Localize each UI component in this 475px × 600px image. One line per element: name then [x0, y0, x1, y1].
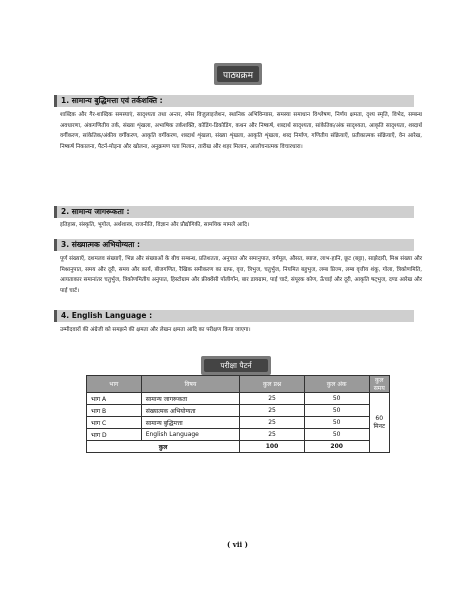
row-questions: 25	[240, 429, 305, 441]
section-4-body: उम्मीदवारों की अंग्रेजी को समझने की क्षमता और लेखन क्षमता आदि का परीक्षण किया जाएगा।	[60, 327, 251, 333]
section-4-number: 4.	[61, 311, 70, 320]
row-part: भाग B	[87, 405, 142, 417]
section-1-header	[54, 95, 414, 107]
row-marks: 50	[304, 417, 369, 429]
row-subject: संख्यात्मक अभियोग्यता	[141, 405, 240, 417]
row-subject: सामान्य बुद्धिमत्ता	[141, 417, 240, 429]
row-questions: 25	[240, 417, 305, 429]
page-number: ( vii )	[227, 540, 248, 549]
row-part: भाग A	[87, 393, 142, 405]
row-marks: 50	[304, 429, 369, 441]
table-row	[87, 429, 390, 441]
total-label: कुल	[87, 441, 240, 453]
total-marks: 200	[304, 441, 369, 453]
syllabus-heading-box	[214, 63, 262, 85]
section-4-title: English Language :	[71, 311, 153, 320]
section-1-number: 1.	[61, 96, 70, 105]
section-4-header	[54, 310, 414, 322]
section-1-body: शाब्दिक और गैर-शाब्दिक समस्याएं, सादृश्यता तथा अन्तर, स्पेस विज़ुलाइजेशन, स्थानिक अभिविन्यास, समस्या समाधान विश्लेषण, निर्णय क्षमता, दृश्य स्मृति, विभेद, सम्बन्ध अवधारणा, अंकगणितीय तर्क, संख्या शृंखला, अभाषिक तर्कशक्ति, कोडिंग-डिकोडिंग, कथन और निष्कर्ष, शब्दार्थ सादृश्यता, सांकेतिक/अंक सादृश्यता, आकृति सादृश्यता, शब्दार्थ वर्गीकरण, सांकेतिक/अंकीय वर्गीकरण, आकृति वर्गीकरण, शब्दार्थ शृंखला, संख्या शृंखला, आकृति शृंखला, शब्द निर्माण, गणितीय संक्रियाएँ, प्रतीकात्मक संक्रियाएँ, वेन आरेख, निष्कर्ष निकालना, पैटर्न-मोड़ना और खोलना, अनुक्रमण पता मिलान, तारीख और शहर मिलान, आलोचनात्मक विचारधारा।	[60, 112, 422, 150]
syllabus-heading: पाठ्यक्रम	[217, 66, 259, 82]
table-row	[87, 417, 390, 429]
column-header-part: भाग	[87, 376, 142, 393]
total-questions: 100	[240, 441, 305, 453]
section-3-body: पूर्ण संख्याएँ, दशमलव संख्याएँ, भिन्न और संख्याओं के बीच सम्बन्ध, प्रतिशतता, अनुपात और समानुपात, वर्गमूल, औसत, ब्याज, लाभ-हानि, छूट (बट्टा), साझेदारी, मिश्र संख्या और मिश्रानुपात, समय और दूरी, समय और कार्य, बीजगणित, रैखिक समीकरण का ग्राफ, वृत्त, त्रिभुज, चतुर्भुज, नियमित बहुभुज, लम्ब प्रिज्म, लम्ब वृत्तीय शंकु, गोला, त्रिकोणमिति, आयताकार समानांतर चतुर्भुज, त्रिकोणमितीय अनुपात, हिस्टोग्राम और फ्रीक्वेंसी पॉलीगॉन, बार डायग्राम, पाई चार्ट, संपूरक कोण, ऊँचाई और दूरी, आकृति षट्भुज, दण्ड आरेख और पाई चार्ट।	[60, 256, 422, 294]
section-1-title: सामान्य बुद्धिमत्ता एवं तर्कशक्ति :	[71, 96, 163, 105]
section-2-header	[54, 206, 414, 218]
total-time: 60 मिनट	[369, 393, 390, 453]
column-header-time: कुल समय	[369, 376, 390, 393]
table-row	[87, 393, 390, 405]
row-subject: English Language	[141, 429, 240, 441]
exam-pattern-heading: परीक्षा पैटर्न	[204, 359, 268, 372]
row-subject: सामान्य जागरूकता	[141, 393, 240, 405]
row-part: भाग D	[87, 429, 142, 441]
exam-pattern-heading-box	[201, 356, 271, 375]
section-3-title: संख्यात्मक अभियोग्यता :	[71, 240, 140, 249]
table-total-row	[87, 441, 390, 453]
section-3-number: 3.	[61, 240, 70, 249]
row-part: भाग C	[87, 417, 142, 429]
section-2-number: 2.	[61, 207, 70, 216]
column-header-marks: कुल अंक	[304, 376, 369, 393]
section-2-body: इतिहास, संस्कृति, भूगोल, अर्थशास्त्र, राजनीति, विज्ञान और प्रौद्योगिकी, सामयिक मामले आदि।	[60, 222, 250, 228]
section-2-title: सामान्य जागरूकता :	[71, 207, 130, 216]
table-row	[87, 405, 390, 417]
row-marks: 50	[304, 393, 369, 405]
exam-pattern-table	[86, 375, 390, 453]
section-3-header	[54, 239, 414, 251]
table-header-row	[87, 376, 390, 393]
column-header-questions: कुल प्रश्न	[240, 376, 305, 393]
row-questions: 25	[240, 393, 305, 405]
row-marks: 50	[304, 405, 369, 417]
column-header-subject: विषय	[141, 376, 240, 393]
row-questions: 25	[240, 405, 305, 417]
